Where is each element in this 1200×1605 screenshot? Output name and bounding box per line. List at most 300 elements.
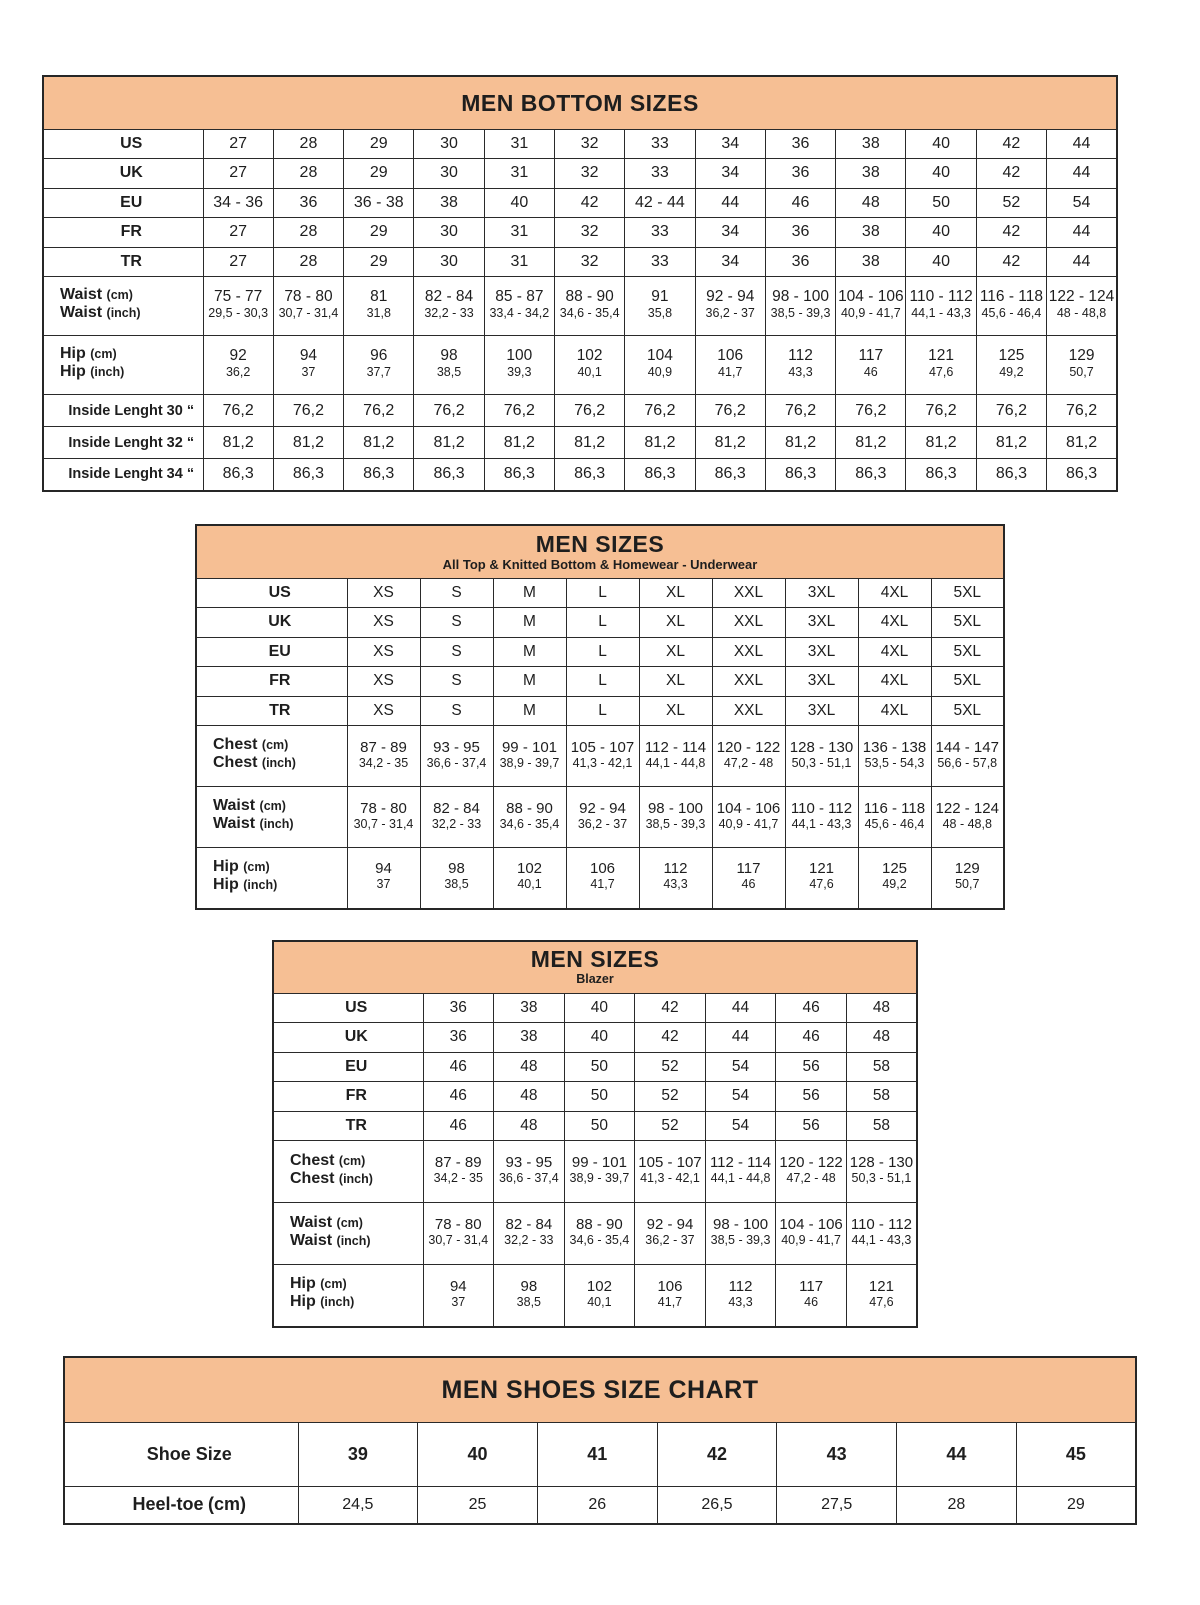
table-cell: 34 - 36 (203, 188, 273, 218)
table-cell: 26 (537, 1486, 657, 1524)
table-cell: 25 (418, 1486, 538, 1524)
row-unit: (inch) (336, 1233, 371, 1248)
table-cell: 81,2 (695, 427, 765, 459)
row-label (273, 1203, 423, 1265)
table-cell: 76,2 (554, 395, 624, 427)
table-cell: 87 - 89 34,2 - 35 (423, 1141, 494, 1203)
table-cell: 5XL (931, 696, 1004, 726)
table-cell: 27,5 (777, 1486, 897, 1524)
table-cell: 52 (635, 1082, 706, 1112)
table-cell: 106 41,7 (635, 1265, 706, 1327)
table-cell: 30 (414, 247, 484, 277)
table-cell: 112 - 114 44,1 - 44,8 (639, 726, 712, 787)
row-label (273, 1141, 423, 1203)
table-cell: 33 (625, 159, 695, 189)
table-cell: M (493, 667, 566, 697)
table-cell: 4XL (858, 637, 931, 667)
table-cell: 5XL (931, 637, 1004, 667)
table-cell: 44 (695, 188, 765, 218)
table-cell: 81 31,8 (344, 277, 414, 336)
table-cell: S (420, 696, 493, 726)
table-cell: 86,3 (273, 459, 343, 491)
table-cell: 40 (564, 1023, 635, 1053)
table-cell: XXL (712, 696, 785, 726)
table-cell: M (493, 696, 566, 726)
table-cell: 31 (484, 129, 554, 159)
table-cell: 86,3 (554, 459, 624, 491)
row-label (43, 395, 203, 427)
table-cell: 120 - 122 47,2 - 48 (776, 1141, 847, 1203)
table-cell: 76,2 (344, 395, 414, 427)
table-header-band (64, 1357, 1136, 1422)
table-cell: 56 (776, 1082, 847, 1112)
row-label (196, 726, 347, 787)
table-cell: 76,2 (484, 395, 554, 427)
row-label (196, 578, 347, 608)
men-bottom-sizes-table (42, 75, 1118, 492)
table-cell: 28 (273, 218, 343, 248)
table-row (43, 459, 1117, 491)
table-cell: L (566, 637, 639, 667)
table-cell: 5XL (931, 667, 1004, 697)
table-cell: 102 40,1 (493, 848, 566, 909)
table-cell: 4XL (858, 608, 931, 638)
table-cell: 81,2 (273, 427, 343, 459)
table-cell: 42 (657, 1422, 777, 1486)
table-cell: 81,2 (484, 427, 554, 459)
table-cell: 98 38,5 (420, 848, 493, 909)
table-row (196, 667, 1004, 697)
table-subtitle: Blazer (576, 972, 614, 987)
table-title: MEN SHOES SIZE CHART (441, 1375, 759, 1404)
table-cell: 76,2 (414, 395, 484, 427)
table-cell: XL (639, 696, 712, 726)
table-cell: 33 (625, 129, 695, 159)
table-cell: 4XL (858, 667, 931, 697)
row-label (43, 218, 203, 248)
row-label-text: UK (344, 1028, 368, 1046)
row-label-text: Chest (213, 754, 258, 771)
table-cell: 3XL (785, 667, 858, 697)
row-label (64, 1486, 298, 1524)
table-cell: 94 37 (273, 336, 343, 395)
table-cell: 30 (414, 159, 484, 189)
table-cell: XS (347, 667, 420, 697)
table-cell: 29 (344, 129, 414, 159)
table-cell: 85 - 87 33,4 - 34,2 (484, 277, 554, 336)
table-cell: 121 47,6 (785, 848, 858, 909)
table-cell: 82 - 84 32,2 - 33 (414, 277, 484, 336)
row-label (43, 459, 203, 491)
table-cell: 32 (554, 159, 624, 189)
table-cell: 122 - 124 48 - 48,8 (1047, 277, 1117, 336)
table-cell: 30 (414, 218, 484, 248)
row-label-text: Hip (60, 363, 86, 380)
table-row (43, 277, 1117, 336)
table-cell: 81,2 (414, 427, 484, 459)
table-cell: 32 (554, 218, 624, 248)
row-label-text: UK (268, 613, 292, 631)
table-cell: 42 (635, 993, 706, 1023)
table-cell: 48 (494, 1052, 565, 1082)
row-label-text: Heel-toe (132, 1494, 204, 1515)
table-cell: 86,3 (484, 459, 554, 491)
table-cell: 4XL (858, 578, 931, 608)
table-cell: 120 - 122 47,2 - 48 (712, 726, 785, 787)
row-label-text: US (120, 134, 143, 152)
table-cell: 88 - 90 34,6 - 35,4 (564, 1203, 635, 1265)
table-cell: 117 46 (712, 848, 785, 909)
table-cell: 86,3 (765, 459, 835, 491)
men-shoes-size-chart-table (63, 1356, 1137, 1525)
table-cell: 3XL (785, 637, 858, 667)
table-cell: 78 - 80 30,7 - 31,4 (347, 787, 420, 848)
table-cell: 26,5 (657, 1486, 777, 1524)
row-unit: (cm) (320, 1277, 347, 1292)
table-cell: 38 (414, 188, 484, 218)
table-cell: 78 - 80 30,7 - 31,4 (273, 277, 343, 336)
table-cell: 104 - 106 40,9 - 41,7 (712, 787, 785, 848)
table-cell: 76,2 (695, 395, 765, 427)
row-label-text: Hip (213, 857, 239, 875)
table-cell: 5XL (931, 608, 1004, 638)
table-cell: 86,3 (344, 459, 414, 491)
table-cell: 42 (976, 218, 1046, 248)
table-cell: 48 (846, 1023, 917, 1053)
table-cell: 44 (1047, 247, 1117, 277)
table-cell: 42 (635, 1023, 706, 1053)
table-header-band (43, 76, 1117, 129)
table-cell: XXL (712, 608, 785, 638)
row-label (43, 188, 203, 218)
table-cell: 36 (765, 218, 835, 248)
table-cell: 102 40,1 (554, 336, 624, 395)
table-cell: M (493, 608, 566, 638)
table-cell: 38 (836, 218, 906, 248)
table-cell: 86,3 (976, 459, 1046, 491)
row-label-text: US (268, 583, 291, 601)
table-cell: 116 - 118 45,6 - 46,4 (858, 787, 931, 848)
table-cell: 50 (564, 1052, 635, 1082)
row-label (43, 247, 203, 277)
table-header-band (196, 525, 1004, 578)
table-row (196, 637, 1004, 667)
table-cell: 36 (765, 159, 835, 189)
table-cell: 128 - 130 50,3 - 51,1 (846, 1141, 917, 1203)
table-cell: 54 (1047, 188, 1117, 218)
table-row (43, 188, 1117, 218)
row-label (43, 277, 203, 336)
row-unit: (inch) (320, 1295, 355, 1310)
table-cell: 82 - 84 32,2 - 33 (420, 787, 493, 848)
table-cell: 32 (554, 129, 624, 159)
table-cell: XXL (712, 667, 785, 697)
table-cell: 86,3 (1047, 459, 1117, 491)
table-row (43, 159, 1117, 189)
table-cell: 93 - 95 36,6 - 37,4 (420, 726, 493, 787)
table-cell: 125 49,2 (858, 848, 931, 909)
table-cell: 128 - 130 50,3 - 51,1 (785, 726, 858, 787)
table-cell: 41 (537, 1422, 657, 1486)
table-cell: 88 - 90 34,6 - 35,4 (493, 787, 566, 848)
table-cell: 76,2 (906, 395, 976, 427)
table-title: MEN BOTTOM SIZES (461, 89, 699, 116)
table-cell: 42 (976, 159, 1046, 189)
table-cell: XXL (712, 578, 785, 608)
table-cell: 28 (273, 129, 343, 159)
table-cell: 76,2 (836, 395, 906, 427)
table-cell: XXL (712, 637, 785, 667)
table-cell: 4XL (858, 696, 931, 726)
table-cell: 82 - 84 32,2 - 33 (494, 1203, 565, 1265)
table-title: MEN SIZES (535, 530, 665, 557)
table-cell: 48 (494, 1082, 565, 1112)
table-row (196, 726, 1004, 787)
table-row (43, 395, 1117, 427)
table-subtitle: All Top & Knitted Bottom & Homewear - Underwear (442, 556, 758, 572)
table-cell: 5XL (931, 578, 1004, 608)
row-label-text: Waist (213, 797, 256, 814)
table-cell: 46 (423, 1082, 494, 1112)
row-label-text: Chest (213, 736, 258, 753)
row-label-text: Hip (290, 1275, 316, 1293)
table-cell: 98 38,5 (414, 336, 484, 395)
table-cell: 52 (976, 188, 1046, 218)
row-label-text: FR (345, 1087, 367, 1105)
table-cell: 46 (765, 188, 835, 218)
table-cell: M (493, 637, 566, 667)
row-label-text: EU (120, 193, 143, 211)
table-cell: 54 (705, 1082, 776, 1112)
row-label-text: Shoe Size (146, 1443, 232, 1464)
table-cell: 76,2 (765, 395, 835, 427)
row-label (196, 696, 347, 726)
table-cell: 93 - 95 36,6 - 37,4 (494, 1141, 565, 1203)
table-cell: 75 - 77 29,5 - 30,3 (203, 277, 273, 336)
table-cell: 44 (897, 1422, 1017, 1486)
table-cell: M (493, 578, 566, 608)
table-row (273, 1141, 917, 1203)
table-cell: 92 - 94 36,2 - 37 (635, 1203, 706, 1265)
table-row (273, 1023, 917, 1053)
table-cell: 122 - 124 48 - 48,8 (931, 787, 1004, 848)
table-cell: 106 41,7 (566, 848, 639, 909)
table-cell: 46 (776, 993, 847, 1023)
table-cell: 76,2 (1047, 395, 1117, 427)
table-row (64, 1422, 1136, 1486)
table-cell: 28 (897, 1486, 1017, 1524)
table-cell: 40 (906, 218, 976, 248)
table-cell: 98 - 100 38,5 - 39,3 (639, 787, 712, 848)
table-cell: 36 (423, 993, 494, 1023)
table-cell: 42 - 44 (625, 188, 695, 218)
table-cell: 106 41,7 (695, 336, 765, 395)
row-label (273, 1265, 423, 1327)
table-cell: 29 (344, 247, 414, 277)
table-row (196, 578, 1004, 608)
table-cell: 86,3 (906, 459, 976, 491)
table-cell: 34 (695, 247, 765, 277)
table-cell: 104 40,9 (625, 336, 695, 395)
table-cell: 102 40,1 (564, 1265, 635, 1327)
row-label (196, 787, 347, 848)
row-unit: (inch) (106, 306, 141, 320)
row-unit: (cm) (243, 859, 270, 874)
table-cell: 29 (1016, 1486, 1136, 1524)
table-cell: 86,3 (836, 459, 906, 491)
table-cell: 27 (203, 159, 273, 189)
table-cell: 129 50,7 (931, 848, 1004, 909)
table-cell: 56 (776, 1052, 847, 1082)
row-label (196, 637, 347, 667)
table-cell: 40 (564, 993, 635, 1023)
table-cell: 86,3 (625, 459, 695, 491)
table-cell: 81,2 (1047, 427, 1117, 459)
table-cell: 24,5 (298, 1486, 418, 1524)
table-cell: 81,2 (203, 427, 273, 459)
table-cell: XS (347, 696, 420, 726)
table-cell: 40 (906, 129, 976, 159)
table-cell: 112 43,3 (765, 336, 835, 395)
row-label (43, 129, 203, 159)
row-label (64, 1422, 298, 1486)
table-row (196, 696, 1004, 726)
table-cell: 48 (494, 1111, 565, 1141)
table-cell: L (566, 608, 639, 638)
table-cell: 28 (273, 159, 343, 189)
row-unit: (cm) (338, 1153, 366, 1168)
table-cell: 81,2 (625, 427, 695, 459)
table-cell: 91 35,8 (625, 277, 695, 336)
table-cell: 45 (1016, 1422, 1136, 1486)
table-row (196, 787, 1004, 848)
row-label (196, 848, 347, 909)
table-cell: 88 - 90 34,6 - 35,4 (554, 277, 624, 336)
table-cell: 104 - 106 40,9 - 41,7 (836, 277, 906, 336)
row-label-text: Chest (290, 1151, 335, 1169)
men-sizes-top-table (195, 524, 1005, 910)
table-cell: 86,3 (695, 459, 765, 491)
table-cell: 112 - 114 44,1 - 44,8 (705, 1141, 776, 1203)
table-cell: 43 (777, 1422, 897, 1486)
table-cell: S (420, 637, 493, 667)
row-unit: (cm) (207, 1494, 246, 1515)
table-cell: XS (347, 637, 420, 667)
table-cell: 44 (705, 993, 776, 1023)
table-title: MEN SIZES (530, 946, 660, 973)
table-cell: 76,2 (976, 395, 1046, 427)
table-cell: 31 (484, 159, 554, 189)
table-cell: 27 (203, 247, 273, 277)
table-cell: 29 (344, 218, 414, 248)
table-row (273, 1111, 917, 1141)
table-cell: 36 - 38 (344, 188, 414, 218)
table-cell: 116 - 118 45,6 - 46,4 (976, 277, 1046, 336)
table-cell: 54 (705, 1111, 776, 1141)
row-label (43, 159, 203, 189)
table-cell: 27 (203, 129, 273, 159)
table-cell: 44 (1047, 129, 1117, 159)
row-label-text: Inside Lenght 32 “ (68, 434, 195, 451)
table-cell: 28 (273, 247, 343, 277)
table-cell: 48 (836, 188, 906, 218)
table-cell: 27 (203, 218, 273, 248)
table-cell: 34 (695, 159, 765, 189)
row-label-text: Hip (290, 1293, 316, 1311)
table-cell: 104 - 106 40,9 - 41,7 (776, 1203, 847, 1265)
row-label-text: Waist (213, 815, 256, 832)
row-unit: (cm) (106, 288, 133, 302)
table-cell: 58 (846, 1111, 917, 1141)
table-cell: 117 46 (836, 336, 906, 395)
table-cell: 50 (564, 1111, 635, 1141)
table-row (273, 1265, 917, 1327)
row-label-text: Waist (60, 304, 103, 321)
row-label-text: Waist (60, 286, 103, 303)
table-cell: 112 43,3 (639, 848, 712, 909)
row-label-text: Hip (213, 875, 239, 893)
table-row (196, 608, 1004, 638)
row-unit: (cm) (261, 738, 289, 752)
row-unit: (cm) (336, 1215, 363, 1230)
table-cell: 44 (705, 1023, 776, 1053)
table-cell: 40 (418, 1422, 538, 1486)
row-unit: (inch) (243, 877, 278, 892)
table-cell: 46 (423, 1111, 494, 1141)
table-cell: 110 - 112 44,1 - 43,3 (785, 787, 858, 848)
table-cell: 121 47,6 (846, 1265, 917, 1327)
table-cell: 81,2 (836, 427, 906, 459)
table-cell: 31 (484, 218, 554, 248)
table-cell: 46 (423, 1052, 494, 1082)
table-cell: 31 (484, 247, 554, 277)
row-unit: (inch) (338, 1171, 373, 1186)
row-label-text: TR (120, 252, 142, 270)
table-row (43, 427, 1117, 459)
table-cell: S (420, 667, 493, 697)
row-label-text: US (345, 998, 368, 1016)
row-label-text: TR (269, 701, 291, 719)
table-cell: 34 (695, 129, 765, 159)
table-cell: 3XL (785, 578, 858, 608)
table-cell: 76,2 (203, 395, 273, 427)
table-cell: 38 (494, 993, 565, 1023)
row-label (196, 667, 347, 697)
table-cell: 81,2 (344, 427, 414, 459)
table-cell: S (420, 608, 493, 638)
row-label-text: Chest (290, 1169, 335, 1187)
table-cell: XL (639, 667, 712, 697)
table-cell: XS (347, 578, 420, 608)
table-cell: 92 - 94 36,2 - 37 (566, 787, 639, 848)
row-label (43, 427, 203, 459)
table-cell: 81,2 (554, 427, 624, 459)
table-cell: L (566, 667, 639, 697)
table-cell: 42 (554, 188, 624, 218)
table-cell: 58 (846, 1052, 917, 1082)
table-cell: 36 (273, 188, 343, 218)
table-cell: 110 - 112 44,1 - 43,3 (846, 1203, 917, 1265)
table-cell: 46 (776, 1023, 847, 1053)
row-label-text: Hip (60, 345, 86, 362)
table-cell: 3XL (785, 696, 858, 726)
table-cell: 136 - 138 53,5 - 54,3 (858, 726, 931, 787)
table-row (43, 336, 1117, 395)
table-cell: 98 - 100 38,5 - 39,3 (765, 277, 835, 336)
table-cell: 38 (836, 129, 906, 159)
table-cell: 81,2 (765, 427, 835, 459)
table-row (273, 993, 917, 1023)
